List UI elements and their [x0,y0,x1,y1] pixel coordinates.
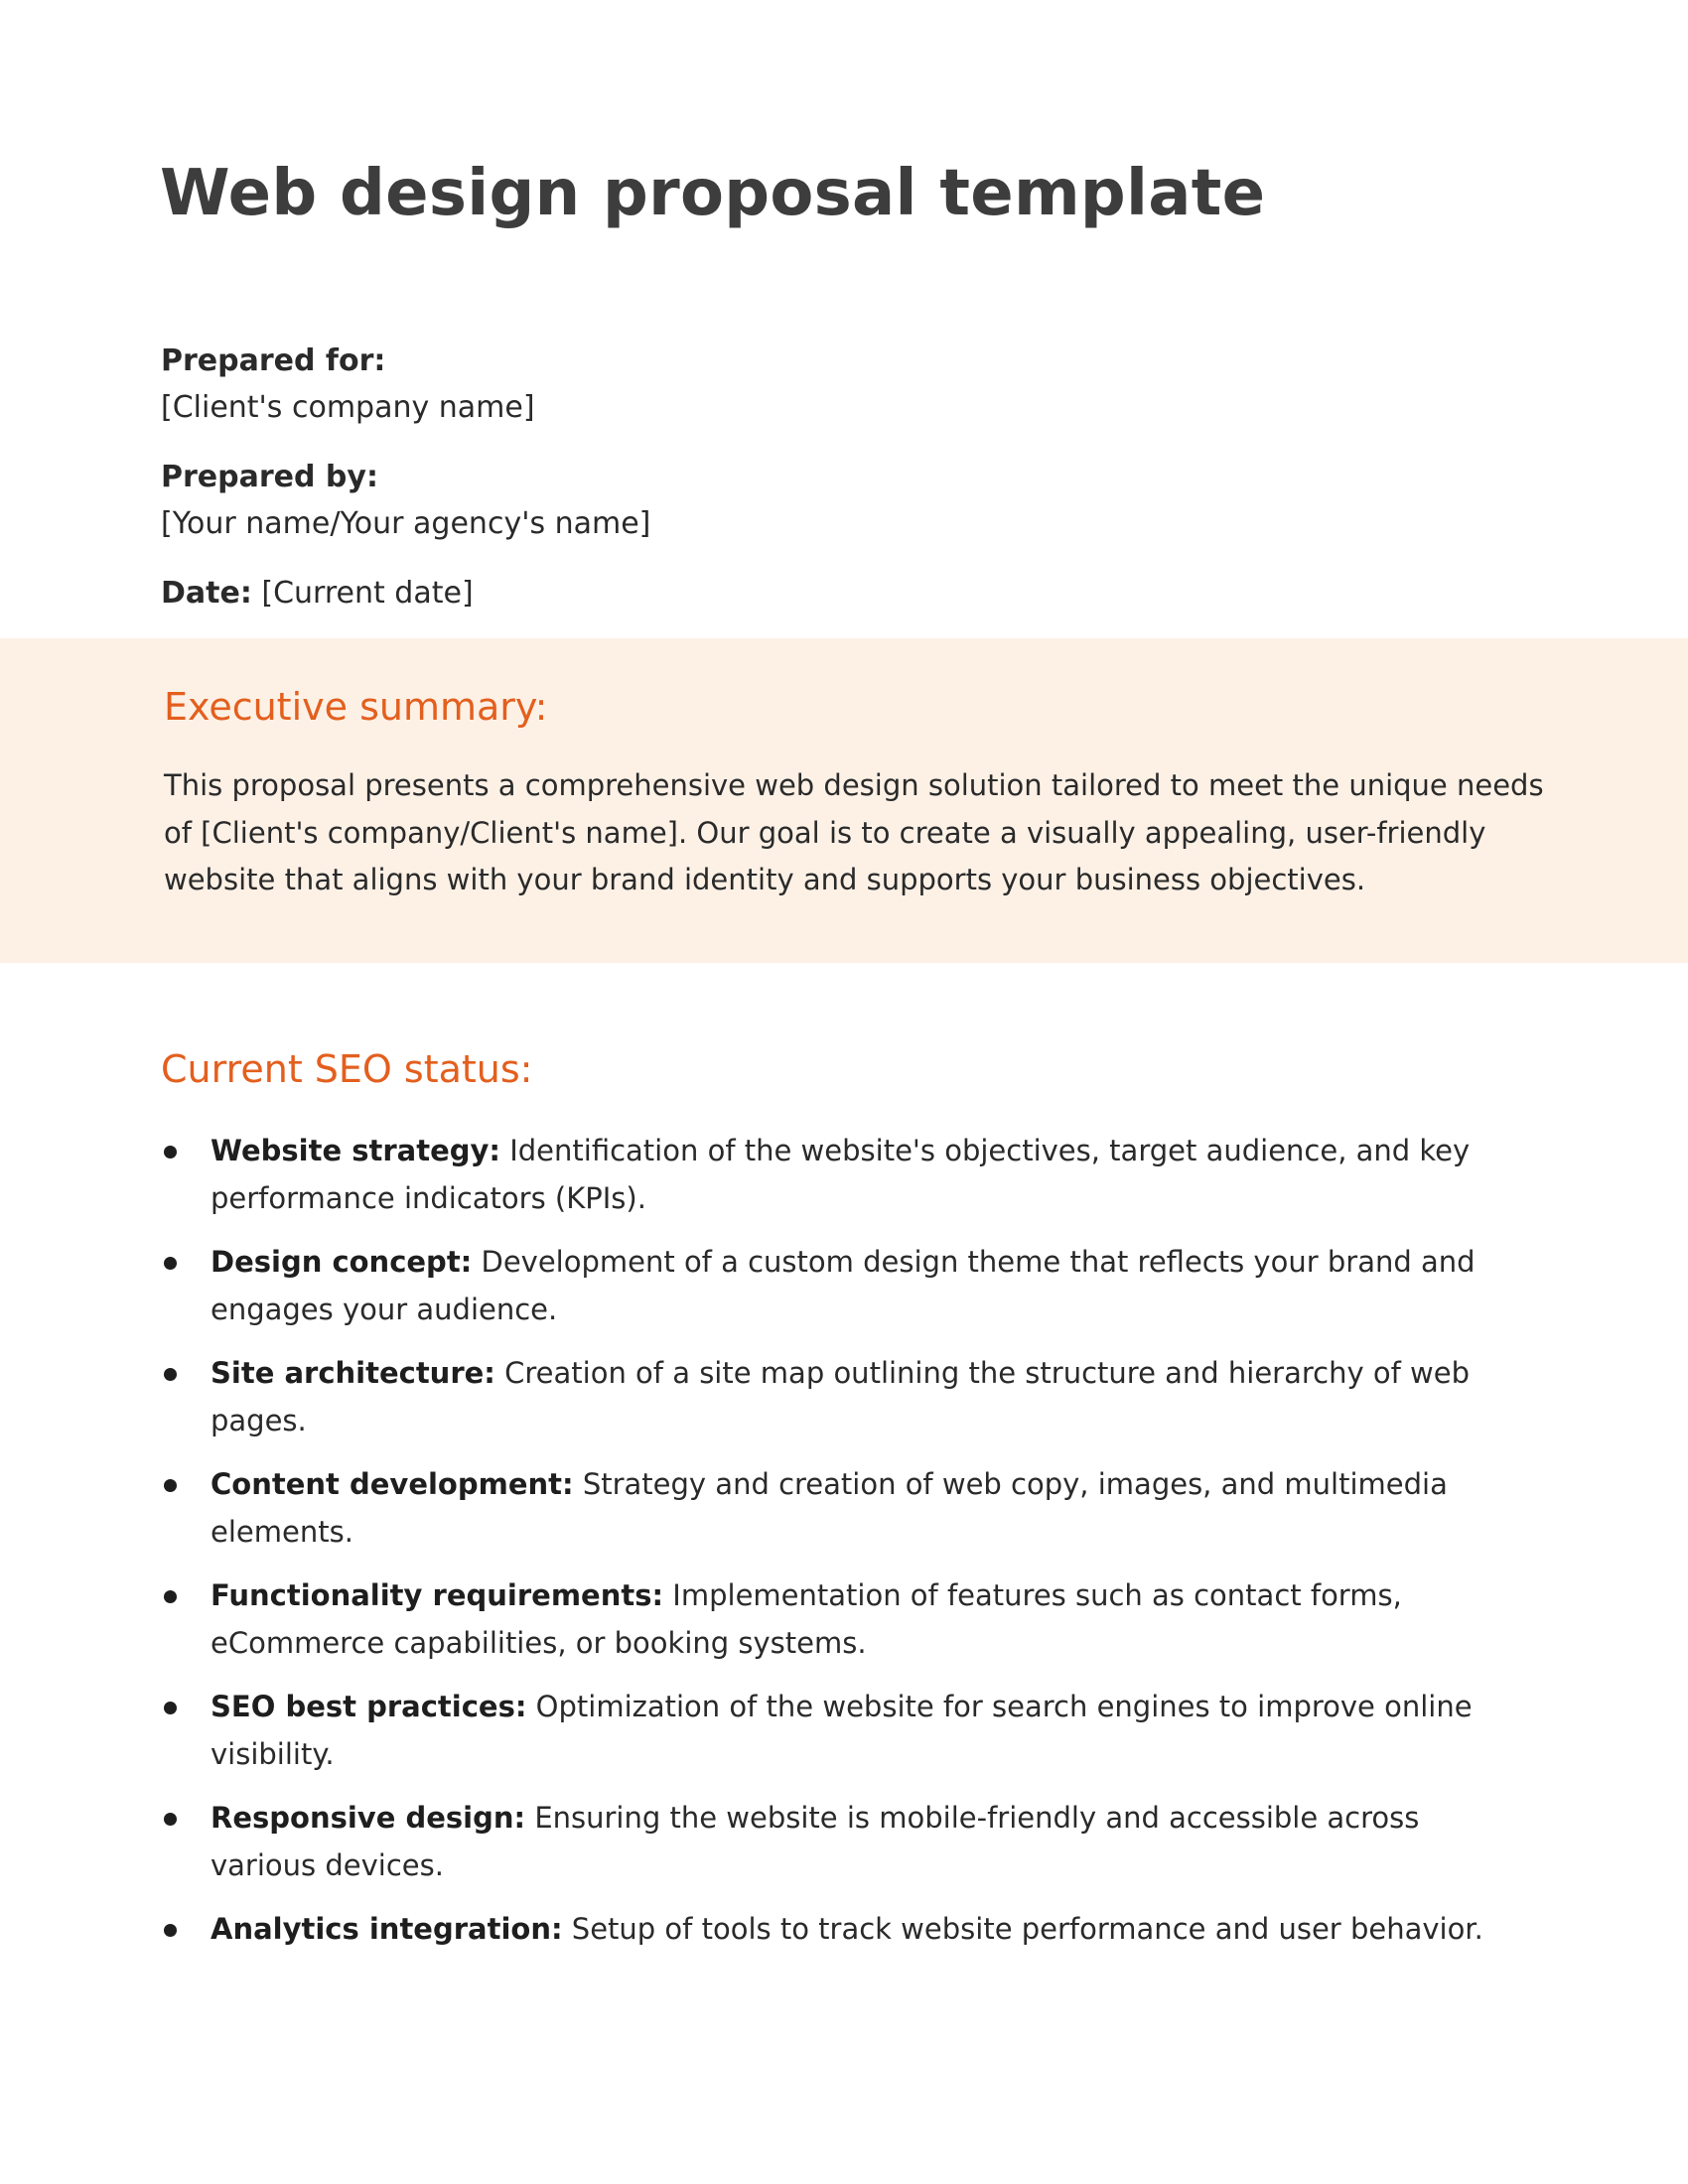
prepared-for-block [161,338,1452,431]
prepared-for-label: Prepared for: [161,343,386,378]
list-item-label: Website strategy: [211,1134,500,1167]
bullet-icon [164,1590,177,1603]
bullet-icon [164,1146,177,1159]
list-item-label: Design concept: [211,1245,473,1279]
bullet-icon [164,1702,177,1714]
bullet-icon [164,1924,177,1937]
page-title: Web design proposal template [160,157,1266,230]
date-value: [Current date] [261,576,474,611]
list-item-label: Functionality requirements: [211,1578,664,1612]
bullet-icon [164,1257,177,1270]
prepared-for-value: [Client's company name] [161,390,535,425]
list-item [161,1684,1511,1778]
list-item [161,1128,1511,1222]
list-item-label: Responsive design: [211,1801,526,1835]
list-item [161,1572,1511,1667]
list-item-label: Analytics integration: [211,1912,563,1946]
list-item [161,1795,1511,1889]
proposal-meta [161,338,1452,639]
date-block [161,570,1452,616]
list-item-text: Implementation of features such as contact forms, eCommerce capabilities, or booking systems. [211,1578,1402,1660]
list-item-text: Creation of a site map outlining the structure and hierarchy of web pages. [211,1356,1471,1437]
list-item-text: Optimization of the website for search engines to improve online visibility. [211,1690,1473,1771]
bullet-icon [164,1368,177,1381]
prepared-by-value: [Your name/Your agency's name] [161,506,651,541]
bullet-icon [164,1813,177,1826]
prepared-by-label: Prepared by: [161,460,378,494]
list-item-text: Setup of tools to track website performance and user behavior. [571,1912,1483,1946]
seo-status-list [161,1128,1511,1971]
seo-status-heading: Current SEO status: [161,1047,533,1091]
list-item-text: Development of a custom design theme that reflects your brand and engages your audience. [211,1245,1476,1326]
list-item-text: Ensuring the website is mobile-friendly and accessible across various devices. [211,1801,1420,1882]
executive-summary-text: This proposal presents a comprehensive web design solution tailored to meet the unique needs of [Client's company/Client's name]. Our goal is to create a visually appealing, user-friendly website that aligns with your brand identity and supports your business objectives. [164,768,1544,896]
list-item [161,1350,1511,1444]
executive-summary-heading: Executive summary: [164,685,548,729]
list-item-label: Site architecture: [211,1356,495,1390]
date-label: Date: [161,576,252,611]
list-item [161,1461,1511,1556]
list-item-text: Strategy and creation of web copy, images, and multimedia elements. [211,1467,1448,1549]
bullet-icon [164,1479,177,1492]
list-item [161,1239,1511,1333]
list-item-text: Identification of the website's objectives, target audience, and key performance indicators (KPIs). [211,1134,1471,1215]
list-item-label: Content development: [211,1467,574,1501]
list-item [161,1906,1511,1954]
prepared-by-block [161,454,1452,547]
list-item-label: SEO best practices: [211,1690,527,1723]
